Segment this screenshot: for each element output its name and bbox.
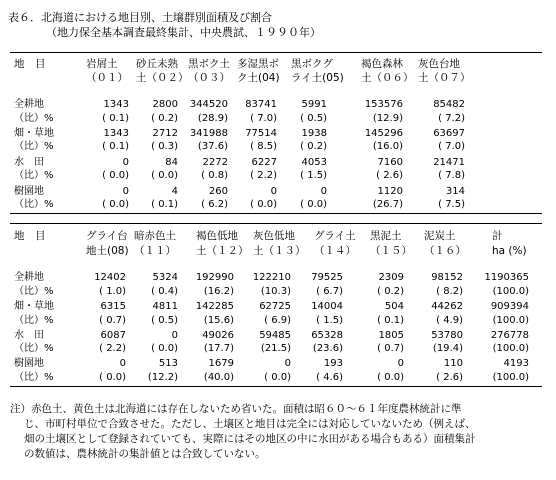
table1-cell: (28.9) [197, 113, 228, 124]
table2-cell: 0 [119, 358, 126, 369]
table2-cell: (40.0) [203, 372, 234, 383]
table1-cell: 1120 [377, 186, 403, 197]
table2-cell: 122210 [252, 272, 291, 283]
table1-column-header: （０３） [188, 72, 230, 84]
table1-cell: (26.7) [372, 199, 403, 210]
table2-cell: 4193 [503, 358, 529, 369]
table2-column-header: 灰色低地 [253, 230, 295, 242]
table1-column-header: 灰色台地 [418, 58, 460, 70]
table2-cell: (12.2) [147, 372, 178, 383]
table2-cell: ( 0.0) [377, 372, 404, 383]
table1-cell: 7160 [377, 157, 403, 168]
table1-cell: ( 2.6) [376, 170, 403, 181]
table1-column-header: 砂丘未熟 [136, 58, 178, 70]
table1-column-header: （０１） [86, 72, 128, 84]
table2-cell: 110 [443, 358, 463, 369]
table1-cell: 84 [165, 157, 178, 168]
table2-cell: 62725 [259, 301, 291, 312]
table1-cell: ( 2.2) [250, 170, 277, 181]
table2-cell: 142285 [195, 301, 234, 312]
table2-column-header: 地土(08) [86, 245, 129, 257]
table1-cell: ( 0.0) [102, 170, 129, 181]
table2-cell: (16.2) [203, 286, 234, 297]
table2-bottom-rule [10, 386, 542, 387]
table2-column-header: 土（１２） [196, 245, 249, 257]
table2-cell: ( 0.2) [377, 286, 404, 297]
table1-cell: ( 8.5) [250, 141, 277, 152]
table1-bottom-rule [10, 213, 542, 214]
table2-cell: (15.6) [203, 315, 234, 326]
page-title: 表６．北海道における地目別、土壌群別面積及び割合 [8, 11, 272, 24]
table2-cell: 79525 [311, 272, 343, 283]
table1-cell: ( 6.2) [201, 199, 228, 210]
table1-cell: ( 0.2) [300, 141, 327, 152]
table2-cell: ( 6.7) [316, 286, 343, 297]
table2-cell: 59485 [259, 330, 291, 341]
table2-cell: 6315 [100, 301, 126, 312]
table1-row-label: 畑・草地 [14, 128, 54, 139]
table1-row-label: （比）% [14, 141, 54, 152]
table2-column-header: （１５） [370, 245, 412, 257]
table1-cell: 0 [320, 186, 327, 197]
table2-cell: (23.6) [312, 343, 343, 354]
table1-cell: 1938 [301, 128, 327, 139]
table2-cell: (100.0) [492, 315, 529, 326]
table2-cell: 192990 [195, 272, 234, 283]
table1-row-label: （比）% [14, 170, 54, 181]
table2-cell: ( 0.4) [151, 286, 178, 297]
table2-cell: ( 0.0) [151, 343, 178, 354]
table2-cell: 1190365 [484, 272, 529, 283]
table1-column-header: 土（０７） [418, 72, 471, 84]
table2-top-rule [10, 223, 542, 224]
table2-column-header: （１１） [134, 245, 176, 257]
table2-cell: 6087 [100, 330, 126, 341]
table2-cell: (100.0) [492, 372, 529, 383]
table2-cell: (21.5) [260, 343, 291, 354]
table2-column-header: （１４） [314, 245, 356, 257]
table1-cell: ( 0.0) [250, 199, 277, 210]
table2-cell: 4811 [152, 301, 178, 312]
table1-cell: ( 7.5) [438, 199, 465, 210]
footnote-line: じ、市町村単位で合致させた。ただし、土壌区と地目は完全には対応していないため（例えば、 [24, 418, 476, 430]
table2-row-label: 樹園地 [14, 358, 44, 369]
table1-cell: (37.6) [197, 141, 228, 152]
table2-cell: (100.0) [492, 286, 529, 297]
table2-cell: 12402 [94, 272, 126, 283]
table1-cell: 63697 [433, 128, 465, 139]
table2-cell: 14004 [311, 301, 343, 312]
table2-cell: ( 4.6) [316, 372, 343, 383]
table1-cell: 4 [171, 186, 178, 197]
table2-row-label: 全耕地 [14, 272, 44, 283]
table1-cell: ( 0.0) [151, 170, 178, 181]
table2-cell: 0 [171, 330, 178, 341]
table1-cell: 0 [270, 186, 277, 197]
table1-column-header: 黒ボク土 [188, 58, 230, 70]
table1-cell: ( 7.0) [250, 113, 277, 124]
table1-cell: 1343 [103, 99, 129, 110]
table2-cell: ( 0.5) [151, 315, 178, 326]
table2-cell: ( 0.7) [377, 343, 404, 354]
table1-row-label: 全耕地 [14, 99, 44, 110]
table2-cell: 98152 [431, 272, 463, 283]
table1-column-header: ライ土(05) [291, 72, 344, 84]
table1-cell: 260 [208, 186, 228, 197]
table2-cell: ( 0.1) [377, 315, 404, 326]
table1-cell: (12.9) [372, 113, 403, 124]
footnote [10, 402, 550, 462]
table2-cell: 1805 [378, 330, 404, 341]
table1-cell: 0 [122, 186, 129, 197]
table2-cell: ( 4.9) [436, 315, 463, 326]
table2-cell: 0 [284, 358, 291, 369]
table1-row-label: （比）% [14, 113, 54, 124]
table2-column-header: 計 [492, 230, 503, 242]
table1-cell: 77514 [245, 128, 277, 139]
table1-cell: 0 [122, 157, 129, 168]
table2-cell: ( 0.0) [264, 372, 291, 383]
table2-cell: ( 0.0) [99, 372, 126, 383]
table1-row-label: 樹園地 [14, 186, 44, 197]
table1-column-header: ク土(04) [237, 72, 280, 84]
table2-cell: 49026 [202, 330, 234, 341]
table1-stub-header: 地 目 [14, 58, 46, 70]
table1-cell: 6227 [251, 157, 277, 168]
table2-cell: 53780 [431, 330, 463, 341]
table2-cell: 44262 [431, 301, 463, 312]
table1-cell: 2272 [202, 157, 228, 168]
table2-column-header: （１６） [424, 245, 466, 257]
table1-cell: ( 0.1) [102, 141, 129, 152]
table2-cell: 0 [397, 358, 404, 369]
table2-column-header: 黒泥土 [370, 230, 402, 242]
table2-cell: (100.0) [492, 343, 529, 354]
table1-column-header: 褐色森林 [361, 58, 403, 70]
table2-cell: (19.4) [432, 343, 463, 354]
table2-column-header: 土（１３） [253, 245, 306, 257]
table2-cell: 276778 [490, 330, 529, 341]
table2-row-label: （比）% [14, 315, 54, 326]
table1-row-label: 水 田 [14, 157, 44, 168]
table1-column-header: 土（０２） [136, 72, 189, 84]
table2-cell: ( 8.2) [436, 286, 463, 297]
table2-stub-header: 地 目 [14, 230, 46, 242]
table1-cell: ( 0.1) [102, 113, 129, 124]
table1-cell: 4053 [301, 157, 327, 168]
table2-row-label: （比）% [14, 372, 54, 383]
table2-cell: 1679 [208, 358, 234, 369]
table1-cell: ( 1.5) [300, 170, 327, 181]
table2-cell: ( 0.7) [99, 315, 126, 326]
table2-cell: ( 1.0) [99, 286, 126, 297]
table2-cell: 193 [323, 358, 343, 369]
table2-cell: (10.3) [260, 286, 291, 297]
table1-cell: 314 [445, 186, 465, 197]
table1-cell: (16.0) [372, 141, 403, 152]
table1-row-label: （比）% [14, 199, 54, 210]
table2-column-header: グライ台 [86, 230, 128, 242]
table1-cell: 153576 [364, 99, 403, 110]
table1-cell: ( 0.1) [151, 199, 178, 210]
table1-column-header: 岩屑土 [86, 58, 118, 70]
table1-column-header: 土（０６） [361, 72, 414, 84]
table2-cell: 65328 [311, 330, 343, 341]
table1-cell: ( 7.2) [438, 113, 465, 124]
table1-cell: 344520 [189, 99, 228, 110]
table2-cell: 2309 [378, 272, 404, 283]
table2-row-label: 畑・草地 [14, 301, 54, 312]
table1-cell: 1343 [103, 128, 129, 139]
table1-top-rule [10, 52, 542, 53]
footnote-line: の数値は、農林統計の集計値とは合致していない。 [24, 448, 266, 460]
table1-cell: 145296 [364, 128, 403, 139]
table1-cell: ( 7.8) [438, 170, 465, 181]
table1-cell: 2800 [152, 99, 178, 110]
table1-column-header: 多湿黒ボ [237, 58, 279, 70]
table1-cell: ( 0.8) [201, 170, 228, 181]
table1-column-header: 黒ボクグ [291, 58, 333, 70]
table1-cell: 21471 [433, 157, 465, 168]
table1-cell: ( 7.0) [438, 141, 465, 152]
table1-cell: 85482 [433, 99, 465, 110]
page-subtitle: （地力保全基本調査最終集計、中央農試、１９９０年） [46, 26, 321, 39]
table2-cell: 909394 [490, 301, 529, 312]
table2-cell: ( 2.6) [436, 372, 463, 383]
table2-cell: ( 6.9) [264, 315, 291, 326]
table1-cell: 2712 [152, 128, 178, 139]
table2-column-header: 泥炭土 [424, 230, 456, 242]
table2-cell: ( 2.2) [99, 343, 126, 354]
table2-row-label: （比）% [14, 343, 54, 354]
table1-cell: 341988 [189, 128, 228, 139]
table2-cell: 513 [158, 358, 178, 369]
table1-cell: 83741 [245, 99, 277, 110]
table2-row-label: （比）% [14, 286, 54, 297]
table2-cell: 5324 [152, 272, 178, 283]
table2-row-label: 水 田 [14, 330, 44, 341]
table2-column-header: 暗赤色土 [134, 230, 176, 242]
table2-column-header: ha (%) [492, 245, 527, 257]
footnote-line: 畑の土壌区として登録されていても、実際にはその地区の中に水田がある場合もある）面積集計 [24, 433, 476, 445]
table2-cell: ( 1.5) [316, 315, 343, 326]
table1-cell: ( 0.3) [151, 141, 178, 152]
table2-cell: 504 [384, 301, 404, 312]
table1-cell: ( 0.2) [151, 113, 178, 124]
table2-column-header: グライ土 [314, 230, 356, 242]
footnote-line: 注）赤色土、黄色土は北海道には存在しないため省いた。面積は昭６０～６１年度農林統計に準 [10, 403, 462, 415]
table1-cell: 5991 [301, 99, 327, 110]
table1-cell: ( 0.0) [300, 199, 327, 210]
table1-cell: ( 0.5) [300, 113, 327, 124]
table2-cell: (17.7) [203, 343, 234, 354]
table2-column-header: 褐色低地 [196, 230, 238, 242]
table1-cell: ( 0.0) [102, 199, 129, 210]
